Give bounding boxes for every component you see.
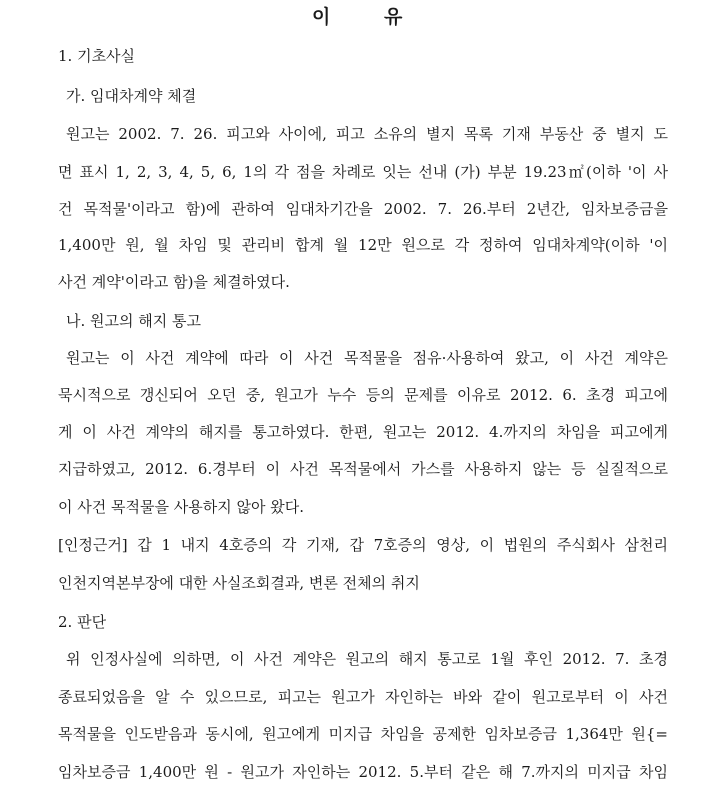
title-char-2: 유 [384,6,403,28]
section-1a-heading: 가. 임대차계약 체결 [66,87,197,105]
paragraph-line: 임차보증금 1,400만 원 - 원고가 자인하는 2012. 5.부터 같은 해 7.까지의 미지급 차임 [58,763,668,781]
section-2-heading: 2. 판단 [58,613,107,631]
paragraph-line: 게 이 사건 계약의 해지를 통고하였다. 한편, 원고는 2012. 4.까지의 차임을 피고에게 [58,423,668,441]
paragraph-line: 원고는 이 사건 계약에 따라 이 사건 목적물을 점유·사용하여 왔고, 이 사건 계약은 [66,349,668,367]
paragraph-line: 면 표시 1, 2, 3, 4, 5, 6, 1의 각 점을 차례로 잇는 선내 (가) 부분 19.23㎡(이하 '이 사 [58,163,668,181]
paragraph-line: 1,400만 원, 월 차임 및 관리비 합계 월 12만 원으로 각 정하여 임대차계약(이하 '이 [58,236,668,254]
paragraph-line: 지급하였고, 2012. 6.경부터 이 사건 목적물에서 가스를 사용하지 않는 등 실질적으로 [58,460,668,478]
paragraph-line: 목적물을 인도받음과 동시에, 원고에게 미지급 차임을 공제한 임차보증금 1,364만 원{= [58,725,668,743]
paragraph-line: 이 사건 목적물을 사용하지 않아 왔다. [58,498,304,516]
paragraph-line: 건 목적물'이라고 함)에 관하여 임대차기간을 2002. 7. 26.부터 2년간, 임차보증금을 [58,200,668,218]
paragraph-line: 사건 계약'이라고 함)을 체결하였다. [58,273,290,291]
evidence-line: 인천지역본부장에 대한 사실조회결과, 변론 전체의 취지 [58,574,420,592]
paragraph-line: 위 인정사실에 의하면, 이 사건 계약은 원고의 해지 통고로 1월 후인 2012. 7. 초경 [66,650,668,668]
title-char-1: 이 [312,6,331,28]
evidence-line: [인정근거] 갑 1 내지 4호증의 각 기재, 갑 7호증의 영상, 이 법원의 주식회사 삼천리 [58,536,668,554]
paragraph-line: 종료되었음을 알 수 있으므로, 피고는 원고가 자인하는 바와 같이 원고로부터 이 사건 [58,688,668,706]
paragraph-line: 묵시적으로 갱신되어 오던 중, 원고가 누수 등의 문제를 이유로 2012. 6. 초경 피고에 [58,386,668,404]
section-1-heading: 1. 기초사실 [58,47,136,65]
paragraph-line: 원고는 2002. 7. 26. 피고와 사이에, 피고 소유의 별지 목록 기재 부동산 중 별지 도 [66,125,668,143]
section-1b-heading: 나. 원고의 해지 통고 [66,312,201,330]
